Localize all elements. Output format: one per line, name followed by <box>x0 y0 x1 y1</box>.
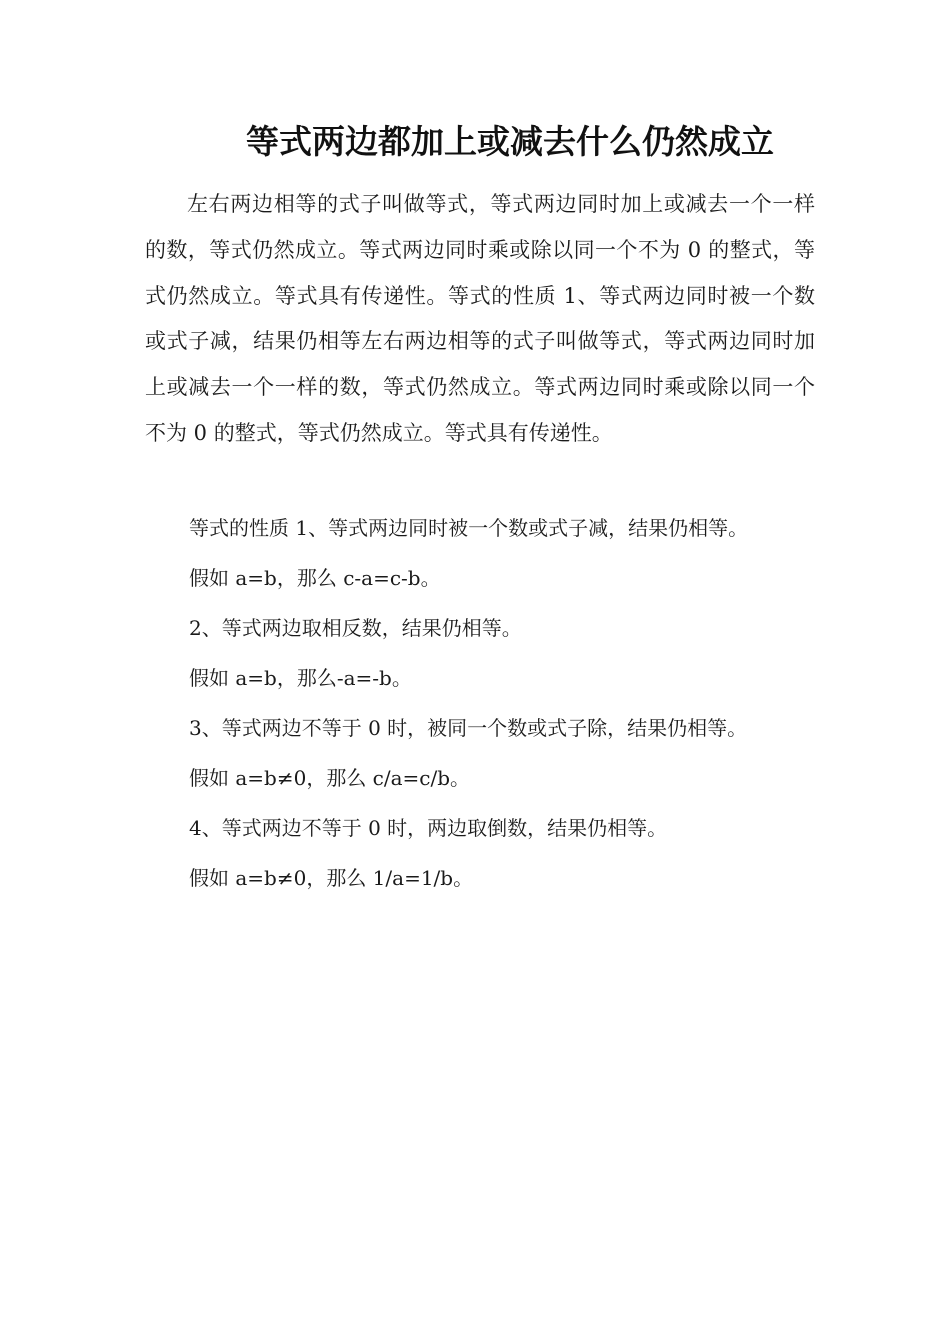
list-item: 4、等式两边不等于 0 时，两边取倒数，结果仍相等。 <box>189 816 668 840</box>
list-item: 假如 a=b，那么 c-a=c-b。 <box>189 566 441 590</box>
list-item: 2、等式两边取相反数，结果仍相等。 <box>189 616 522 640</box>
property-list <box>189 503 829 903</box>
intro-section <box>145 182 815 457</box>
list-item: 假如 a=b≠0，那么 c/a=c/b。 <box>189 766 471 790</box>
intro-paragraph: 左右两边相等的式子叫做等式，等式两边同时加上或减去一个一样的数，等式仍然成立。等式两边同时乘或除以同一个不为 0 的整式，等式仍然成立。等式具有传递性。等式的性质 1、等式两边同时被一个数或式子减，结果仍相等左右两边相等的式子叫做等式，等式两边同时加上或减去一个一样的数，等式仍然成立。等式两边同时乘或除以同一个不为 0 的整式，等式仍然成立。等式具有传递性。 <box>145 192 815 445</box>
list-item: 假如 a=b，那么-a=-b。 <box>189 666 412 690</box>
list-item: 等式的性质 1、等式两边同时被一个数或式子减，结果仍相等。 <box>189 516 749 540</box>
list-item: 假如 a=b≠0，那么 1/a=1/b。 <box>189 866 474 890</box>
list-item: 3、等式两边不等于 0 时，被同一个数或式子除，结果仍相等。 <box>189 716 748 740</box>
document-title: 等式两边都加上或减去什么仍然成立 <box>246 122 774 161</box>
